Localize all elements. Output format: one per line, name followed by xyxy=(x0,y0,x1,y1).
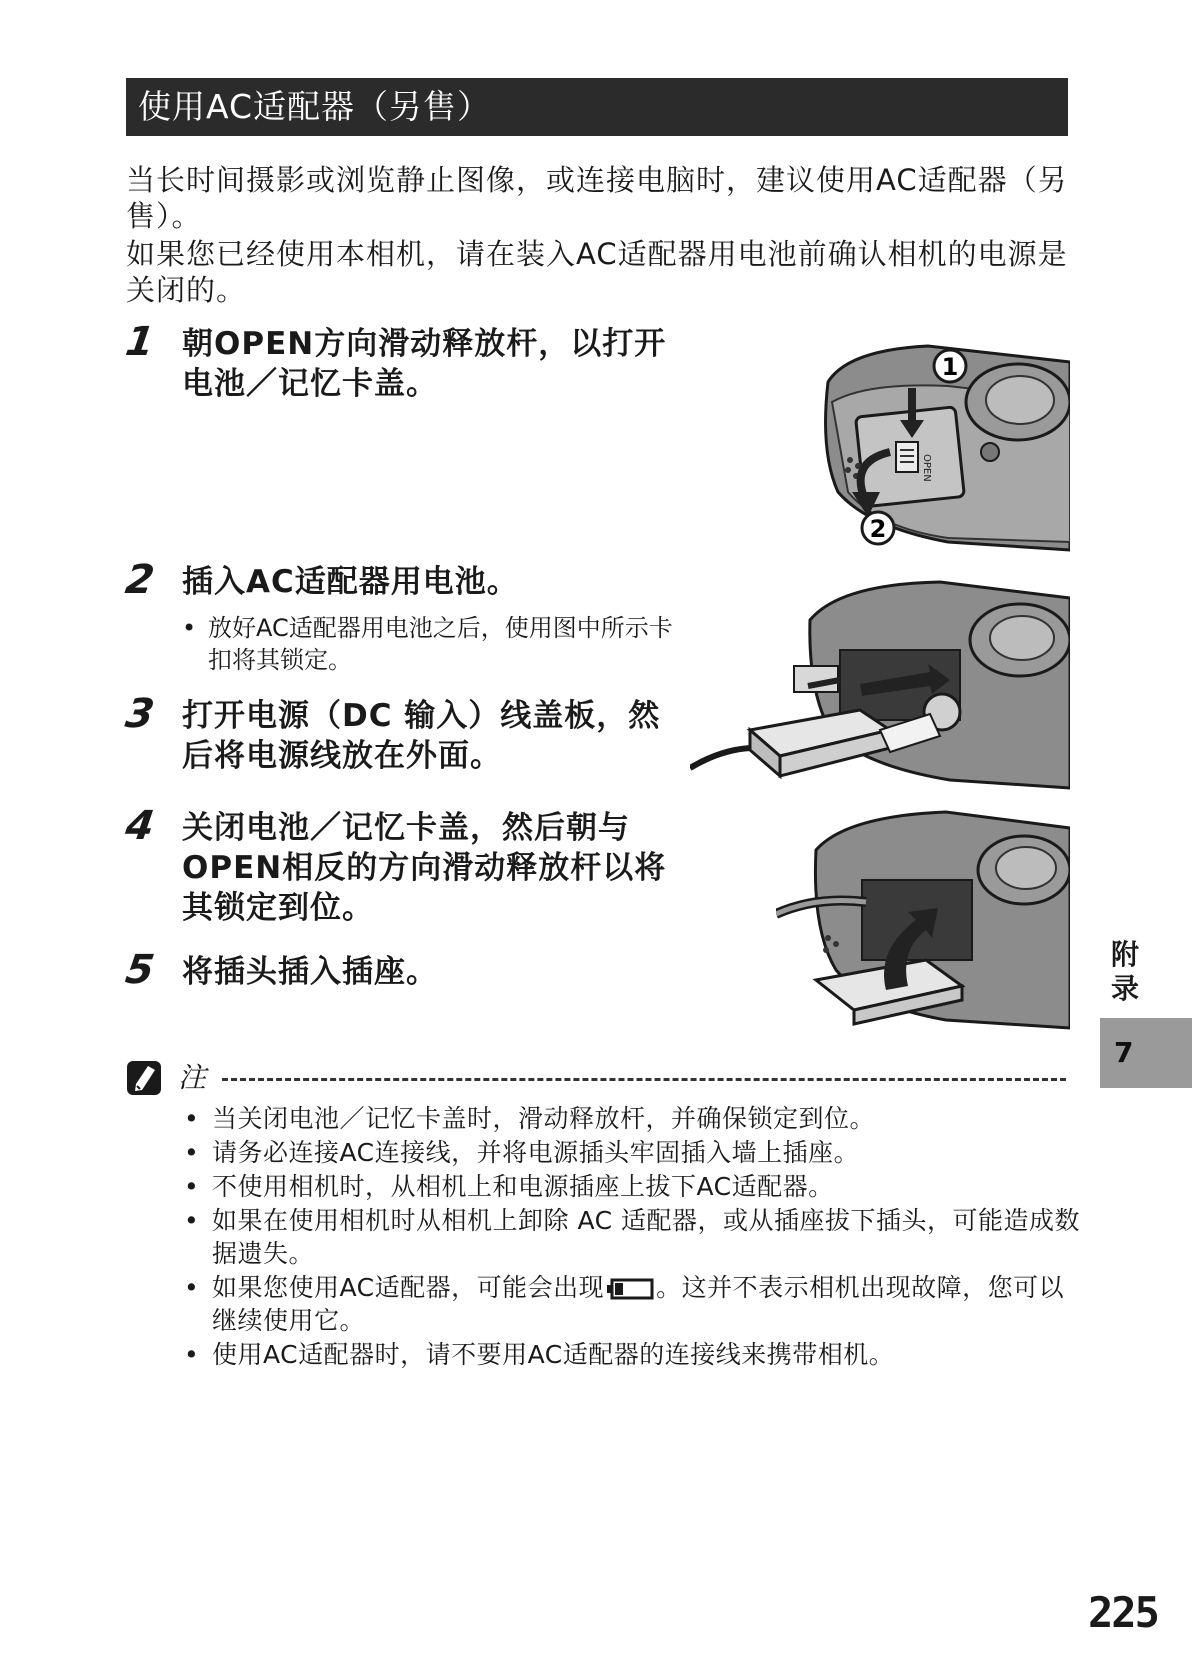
step-text: 打开电源（DC 输入）线盖板，然后将电源线放在外面。 xyxy=(182,698,661,774)
svg-text:1: 1 xyxy=(941,353,959,381)
note-item-text-before: 如果您使用AC适配器，可能会出现 xyxy=(212,1273,605,1302)
svg-text:2: 2 xyxy=(869,515,887,543)
note-header xyxy=(126,1058,1066,1098)
step-text: 插入AC适配器用电池。 xyxy=(182,564,519,600)
step-text: 将插头插入插座。 xyxy=(182,954,438,990)
step-number: 4 xyxy=(122,803,158,849)
note-divider xyxy=(222,1078,1066,1081)
note-list xyxy=(180,1102,1080,1372)
step-number: 1 xyxy=(122,319,158,365)
note-item-text-after: 。这并不表示相机出现故障，您可以继续使用它。 xyxy=(212,1273,1065,1335)
chapter-tab: 7 xyxy=(1100,1018,1192,1088)
insert-battery-illustration xyxy=(690,580,1070,790)
close-cover-illustration xyxy=(776,810,1070,1030)
intro-paragraph-2: 如果您已经使用本相机，请在装入AC适配器用电池前确认相机的电源是关闭的。 xyxy=(126,237,1068,307)
intro-paragraph-1: 当长时间摄影或浏览静止图像，或连接电脑时，建议使用AC适配器（另售）。 xyxy=(126,163,1068,233)
note-label: 注 xyxy=(178,1061,207,1094)
open-label: OPEN xyxy=(921,454,932,482)
note-item: • 使用AC适配器时，请不要用AC适配器的连接线来携带相机。 xyxy=(180,1338,1080,1371)
page-number: 225 xyxy=(1088,1588,1158,1637)
note-item: • 请务必连接AC连接线，并将电源插头牢固插入墙上插座。 xyxy=(180,1136,1080,1169)
intro-text xyxy=(126,162,1071,234)
step-number: 5 xyxy=(122,947,158,993)
intro-text-2 xyxy=(126,236,1071,308)
step-text: 关闭电池／记忆卡盖，然后朝与OPEN相反的方向滑动释放杆以将其锁定到位。 xyxy=(182,810,667,926)
note-item: • 如果在使用相机时从相机上卸除 AC 适配器，或从插座拔下插头，可能造成数据遗失。 xyxy=(180,1204,1080,1270)
step-number: 3 xyxy=(122,691,158,737)
step-text: 朝OPEN方向滑动释放杆，以打开电池／记忆卡盖。 xyxy=(182,326,667,402)
note-item: • 当关闭电池／记忆卡盖时，滑动释放杆，并确保锁定到位。 xyxy=(180,1102,1080,1135)
appendix-side-label: 附录 xyxy=(1110,938,1139,1005)
camera-open-cover-illustration xyxy=(808,342,1070,552)
section-title: 使用AC适配器（另售） xyxy=(126,78,1068,136)
step-bullet: • 放好AC适配器用电池之后，使用图中所示卡扣将其锁定。 xyxy=(182,612,692,676)
note-item: • 不使用相机时，从相机上和电源插座上拔下AC适配器。 xyxy=(180,1170,1080,1203)
step-bullet-text: 放好AC适配器用电池之后，使用图中所示卡扣将其锁定。 xyxy=(208,614,673,674)
caution-icon xyxy=(126,1060,162,1096)
step-number: 2 xyxy=(122,557,158,603)
battery-low-icon xyxy=(606,1278,654,1300)
note-item xyxy=(180,1271,1080,1337)
